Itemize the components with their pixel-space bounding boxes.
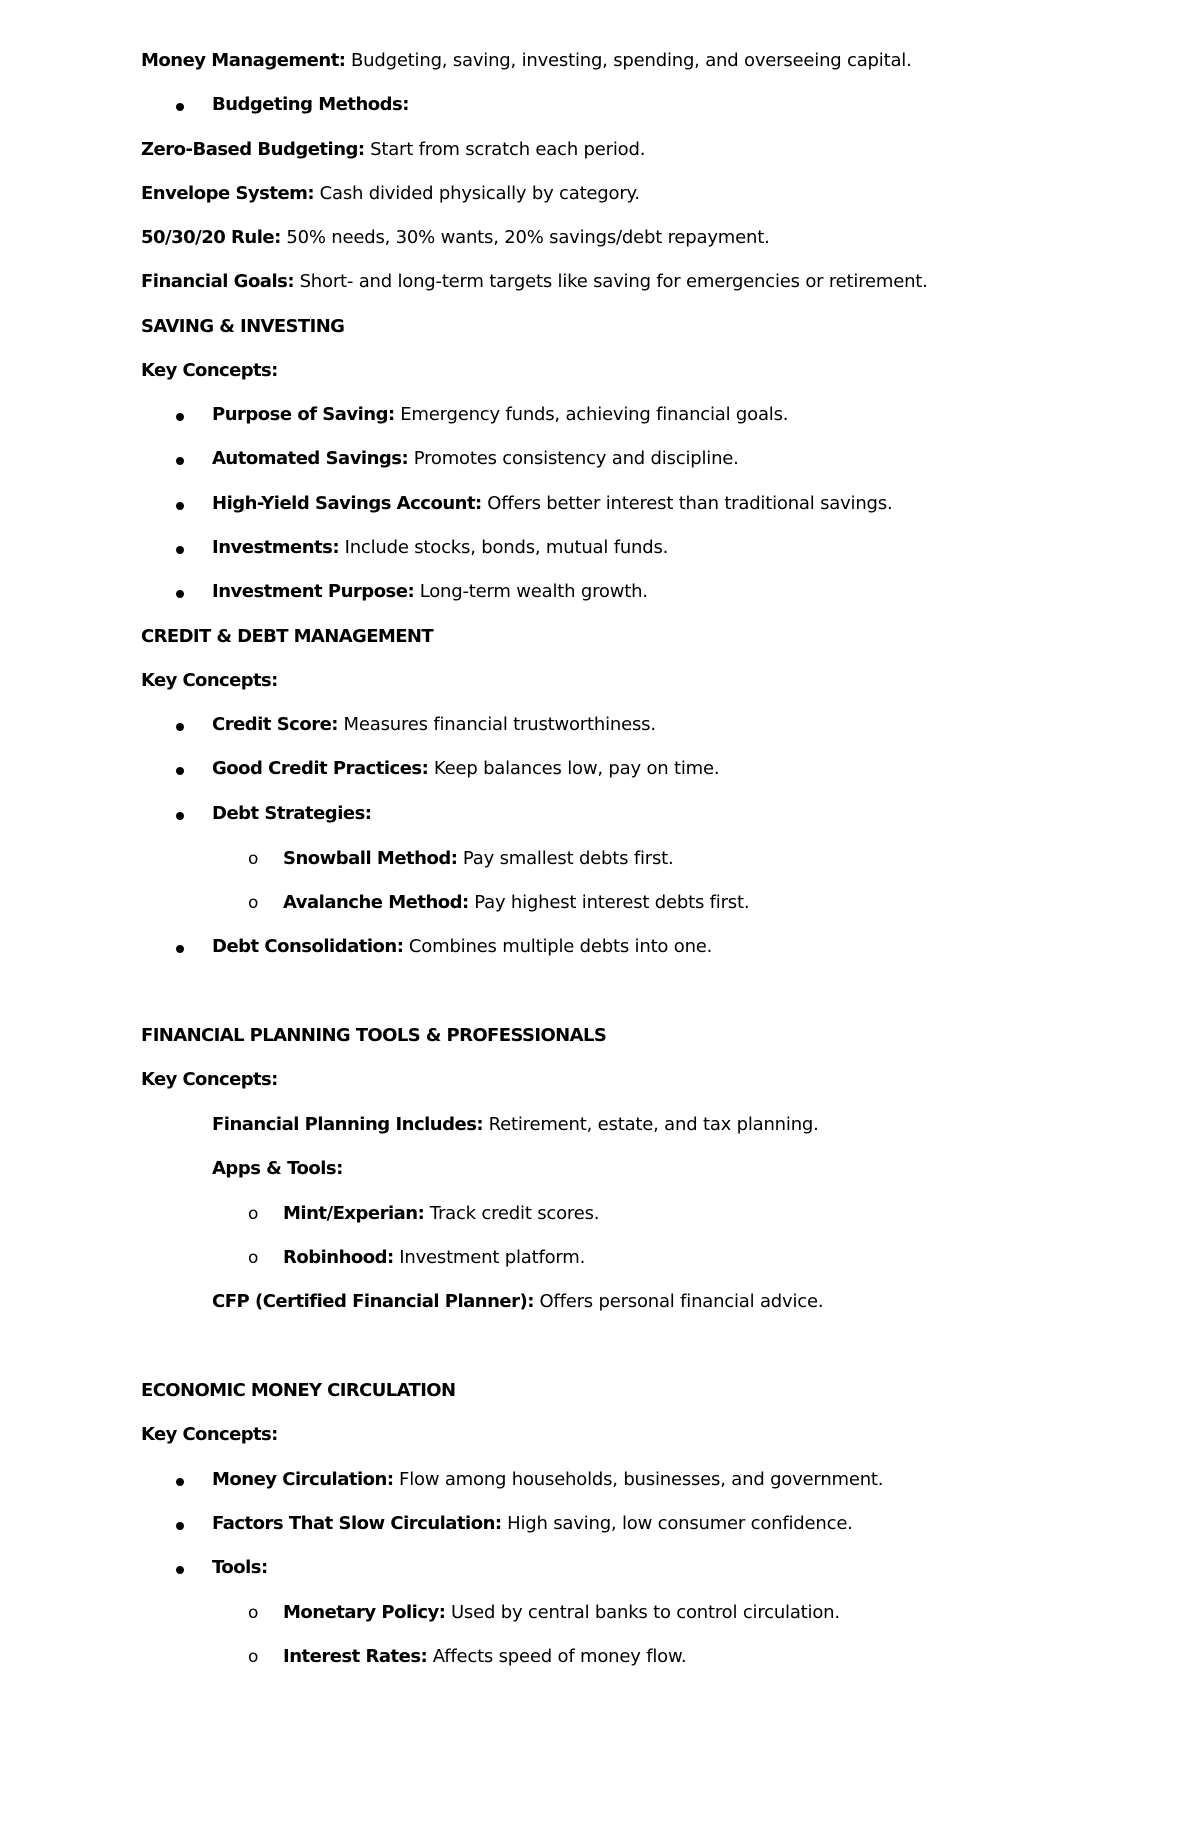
- sub-bullet-icon: o: [248, 893, 259, 913]
- section-title: ECONOMIC MONEY CIRCULATION: [141, 1380, 456, 1401]
- list-item: High-Yield Savings Account: Offers better interest than traditional savings.: [212, 493, 893, 514]
- apps-tools-label: Apps & Tools:: [212, 1158, 343, 1179]
- section-title: CREDIT & DEBT MANAGEMENT: [141, 626, 434, 647]
- bullet-icon: [176, 457, 184, 465]
- sub-list-item: Mint/Experian: Track credit scores.: [283, 1203, 600, 1224]
- list-item: Investment Purpose: Long-term wealth growth.: [212, 581, 648, 602]
- bullet-icon: [176, 502, 184, 510]
- budgeting-methods-label: Budgeting Methods:: [212, 94, 409, 115]
- list-item: Envelope System: Cash divided physically by category.: [141, 183, 640, 204]
- sub-list-item: Robinhood: Investment platform.: [283, 1247, 586, 1268]
- sub-bullet-icon: o: [248, 1204, 259, 1224]
- sub-list-item: Monetary Policy: Used by central banks to control circulation.: [283, 1602, 840, 1623]
- key-concepts-label: Key Concepts:: [141, 670, 278, 691]
- list-item: Credit Score: Measures financial trustworthiness.: [212, 714, 656, 735]
- bullet-icon: [176, 1478, 184, 1486]
- sub-list-item: Snowball Method: Pay smallest debts first.: [283, 848, 674, 869]
- list-item: Factors That Slow Circulation: High saving, low consumer confidence.: [212, 1513, 853, 1534]
- bullet-icon: [176, 723, 184, 731]
- list-item: Tools:: [212, 1557, 268, 1578]
- list-item: Financial Planning Includes: Retirement, estate, and tax planning.: [212, 1114, 819, 1135]
- bullet-icon: [176, 945, 184, 953]
- bullet-icon: [176, 103, 184, 111]
- bullet-icon: [176, 590, 184, 598]
- list-item: Zero-Based Budgeting: Start from scratch each period.: [141, 139, 646, 160]
- list-item: Good Credit Practices: Keep balances low, pay on time.: [212, 758, 720, 779]
- list-item: 50/30/20 Rule: 50% needs, 30% wants, 20% savings/debt repayment.: [141, 227, 770, 248]
- list-item: Debt Consolidation: Combines multiple debts into one.: [212, 936, 713, 957]
- sub-bullet-icon: o: [248, 1647, 259, 1667]
- sub-list-item: Interest Rates: Affects speed of money flow.: [283, 1646, 687, 1667]
- list-item: Debt Strategies:: [212, 803, 372, 824]
- money-management-line: Money Management: Budgeting, saving, investing, spending, and overseeing capital.: [141, 50, 912, 71]
- bullet-icon: [176, 1566, 184, 1574]
- bullet-icon: [176, 767, 184, 775]
- bullet-icon: [176, 1522, 184, 1530]
- key-concepts-label: Key Concepts:: [141, 360, 278, 381]
- key-concepts-label: Key Concepts:: [141, 1424, 278, 1445]
- sub-list-item: Avalanche Method: Pay highest interest debts first.: [283, 892, 750, 913]
- section-title: SAVING & INVESTING: [141, 316, 345, 337]
- list-item: Financial Goals: Short- and long-term targets like saving for emergencies or retirement.: [141, 271, 928, 292]
- sub-bullet-icon: o: [248, 1248, 259, 1268]
- key-concepts-label: Key Concepts:: [141, 1069, 278, 1090]
- bullet-icon: [176, 546, 184, 554]
- list-item: Investments: Include stocks, bonds, mutual funds.: [212, 537, 669, 558]
- bullet-icon: [176, 413, 184, 421]
- bullet-icon: [176, 812, 184, 820]
- section-title: FINANCIAL PLANNING TOOLS & PROFESSIONALS: [141, 1025, 607, 1046]
- sub-bullet-icon: o: [248, 849, 259, 869]
- list-item: Money Circulation: Flow among households, businesses, and government.: [212, 1469, 884, 1490]
- list-item: CFP (Certified Financial Planner): Offers personal financial advice.: [212, 1291, 824, 1312]
- list-item: Purpose of Saving: Emergency funds, achieving financial goals.: [212, 404, 789, 425]
- sub-bullet-icon: o: [248, 1603, 259, 1623]
- list-item: Automated Savings: Promotes consistency and discipline.: [212, 448, 739, 469]
